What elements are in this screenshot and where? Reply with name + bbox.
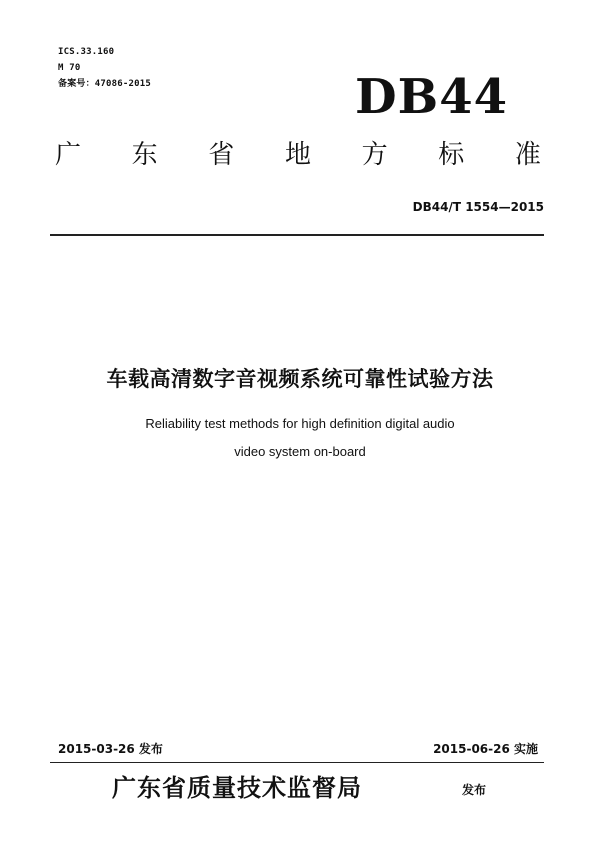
- standard-type-char: 准: [514, 140, 541, 170]
- issue-date: 2015-03-26 发布: [58, 742, 163, 756]
- publisher-name: 广东省质量技术监督局: [112, 773, 362, 802]
- standard-type-char: 广: [54, 140, 81, 170]
- title-chinese: 车载高清数字音视频系统可靠性试验方法: [106, 367, 494, 391]
- standard-number: DB44/T 1554—2015: [412, 200, 544, 214]
- standard-type-char: 方: [361, 140, 388, 170]
- bottom-divider: [50, 762, 544, 763]
- title-english-line-1: Reliability test methods for high definition digital audio: [145, 416, 455, 431]
- ics-code: ICS.33.160: [58, 47, 115, 57]
- standard-type-char: 省: [208, 140, 235, 170]
- db44-logo: DB44: [355, 69, 508, 125]
- standard-type-char: 地: [284, 140, 311, 170]
- ccs-code: M 70: [58, 63, 81, 73]
- standard-type-char: 标: [438, 140, 465, 170]
- standard-type-char: 东: [131, 140, 158, 170]
- publish-label: 发布: [462, 783, 487, 797]
- record-number: 备案号：47086-2015: [58, 79, 151, 89]
- standard-type-heading: [48, 138, 548, 172]
- title-english-line-2: video system on-board: [234, 444, 366, 459]
- implementation-date: 2015-06-26 实施: [433, 742, 538, 756]
- top-divider: [50, 234, 544, 236]
